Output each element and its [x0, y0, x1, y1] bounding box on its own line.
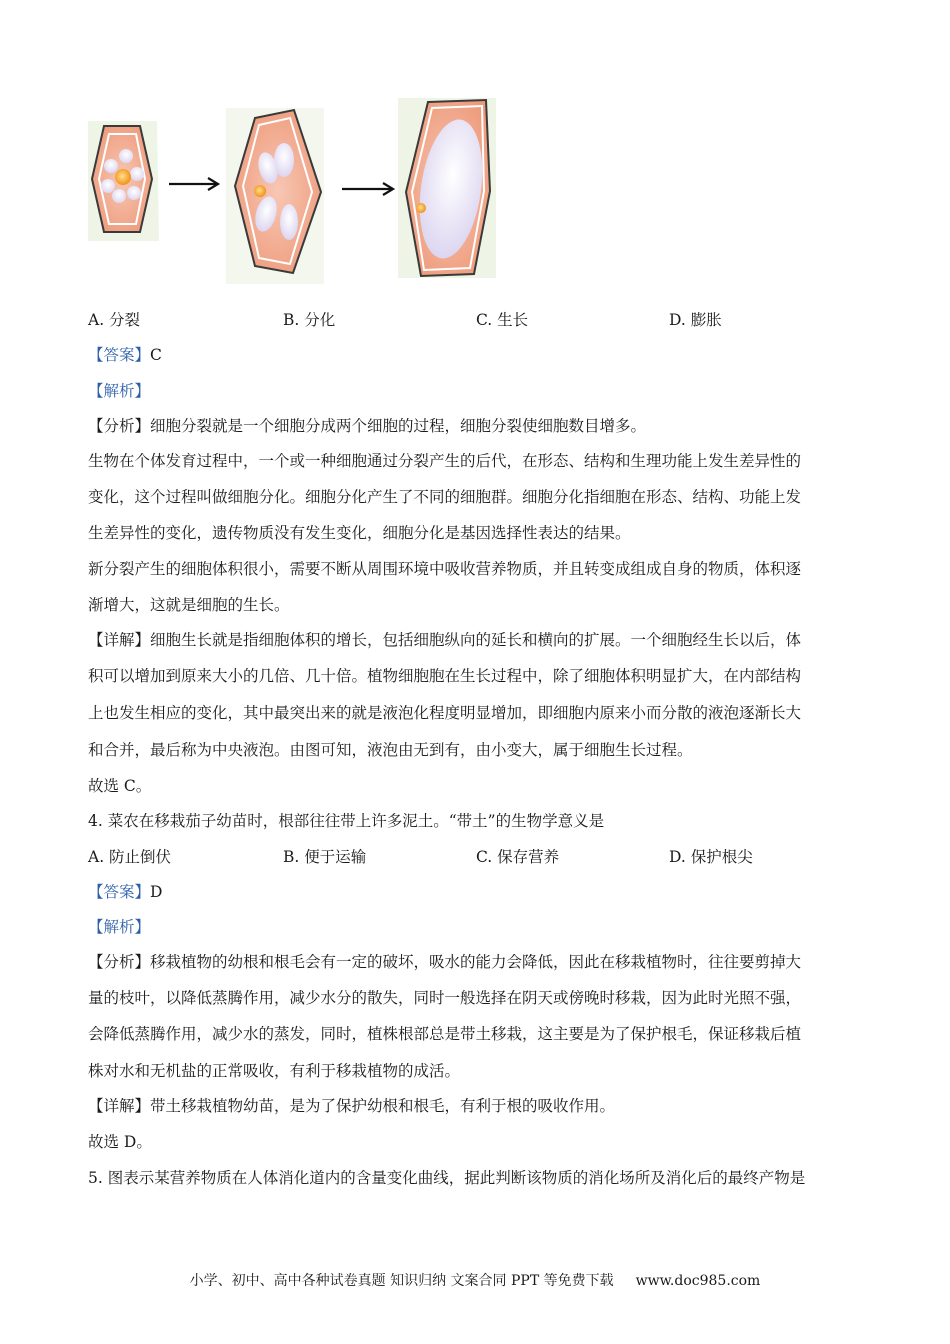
nucleus-icon: [416, 203, 426, 213]
nucleus-icon: [115, 169, 131, 185]
q3-detail-line3: 上也发生相应的变化，其中最突出来的就是液泡化程度明显增加，即细胞内原来小而分散的液泡逐渐长大: [88, 704, 802, 722]
detail-text: 带土移栽植物幼苗，是为了保护幼根和根毛，有利于根的吸收作用。: [150, 1097, 616, 1115]
answer-value: D: [150, 883, 163, 901]
cell-medium: [226, 108, 324, 284]
option-d: D. 膨胀: [669, 311, 722, 329]
q3-detail-line2: 积可以增加到原来大小的几倍、几十倍。植物细胞胞在生长过程中，除了细胞体积明显扩大，在内部结构: [88, 667, 802, 685]
arrow-right-icon: [169, 178, 218, 190]
q3-para2-line1: 生物在个体发育过程中，一个或一种细胞通过分裂产生的后代，在形态、结构和生理功能上发生差异性的: [88, 452, 802, 470]
fenxi-text: 细胞分裂就是一个细胞分成两个细胞的过程，细胞分裂使细胞数目增多。: [150, 417, 647, 435]
footer-text: 小学、初中、高中各种试卷真题 知识归纳 文案合同 PPT 等免费下载: [189, 1273, 614, 1289]
q4-fenxi-line3: 会降低蒸腾作用，减少水的蒸发，同时，植株根部总是带土移栽，这主要是为了保护根毛，保证移栽后植: [88, 1025, 802, 1043]
option-c: C. 生长: [476, 311, 529, 329]
q3-answer: [88, 345, 162, 365]
arrow-right-icon: [342, 183, 393, 195]
q3-para2-line2: 变化，这个过程叫做细胞分化。细胞分化产生了不同的细胞群。细胞分化指细胞在形态、结构、功能上发: [88, 488, 802, 506]
nucleus-icon: [254, 185, 266, 197]
cell-small: [88, 121, 159, 241]
detail-tag: 【详解】: [88, 631, 151, 649]
q4-conclusion: 故选 D。: [88, 1133, 152, 1151]
q4-answer: [88, 882, 162, 902]
q3-detail-line1: [88, 630, 801, 650]
cell-large: [398, 98, 496, 278]
option-a: A. 分裂: [88, 311, 141, 329]
q4-detail: [88, 1096, 615, 1116]
answer-tag: 【答案】: [88, 883, 151, 901]
q4-fenxi-line2: 量的枝叶，以降低蒸腾作用，减少水分的散失，同时一般选择在阴天或傍晚时移栽，因为此时光照不强，: [88, 989, 802, 1007]
option-d: D. 保护根尖: [669, 848, 753, 866]
option-a: A. 防止倒伏: [88, 848, 172, 866]
page-footer: [0, 1270, 950, 1290]
answer-tag: 【答案】: [88, 346, 151, 364]
q4-fenxi-line4: 株对水和无机盐的正常吸收，有利于移栽植物的成活。: [88, 1062, 461, 1080]
footer-url[interactable]: www.doc985.com: [635, 1273, 761, 1289]
q3-para2-line3: 生差异性的变化，遗传物质没有发生变化，细胞分化是基因选择性表达的结果。: [88, 524, 631, 542]
fenxi-tag: 【分析】: [88, 953, 151, 971]
detail-tag: 【详解】: [88, 1097, 151, 1115]
q4-fenxi-line1: [88, 952, 801, 972]
q3-detail-line4: 和合并，最后称为中央液泡。由图可知，液泡由无到有，由小变大，属于细胞生长过程。: [88, 741, 693, 759]
q3-conclusion: 故选 C。: [88, 777, 152, 795]
q4-analysis-tag: 【解析】: [88, 918, 151, 936]
option-c: C. 保存营养: [476, 848, 560, 866]
q3-para3-line1: 新分裂产生的细胞体积很小，需要不断从周围环境中吸收营养物质，并且转变成组成自身的物质，体积逐: [88, 560, 802, 578]
detail-text: 细胞生长就是指细胞体积的增长，包括细胞纵向的延长和横向的扩展。一个细胞经生长以后，体: [150, 631, 802, 649]
q5-stem: 5. 图表示某营养物质在人体消化道内的含量变化曲线，据此判断该物质的消化场所及消化后的最终产物是: [88, 1169, 806, 1187]
cell-growth-figure: [86, 96, 506, 286]
q4-stem: 4. 菜农在移栽茄子幼苗时，根部往往带上许多泥土。“带土”的生物学意义是: [88, 812, 605, 830]
q3-analysis-tag: 【解析】: [88, 382, 151, 400]
option-b: B. 便于运输: [283, 848, 367, 866]
q3-fenxi: [88, 416, 646, 436]
option-b: B. 分化: [283, 311, 336, 329]
q3-para3-line2: 渐增大，这就是细胞的生长。: [88, 596, 290, 614]
fenxi-tag: 【分析】: [88, 417, 151, 435]
answer-value: C: [150, 346, 162, 364]
fenxi-text: 移栽植物的幼根和根毛会有一定的破坏，吸水的能力会降低，因此在移栽植物时，往往要剪掉大: [150, 953, 802, 971]
